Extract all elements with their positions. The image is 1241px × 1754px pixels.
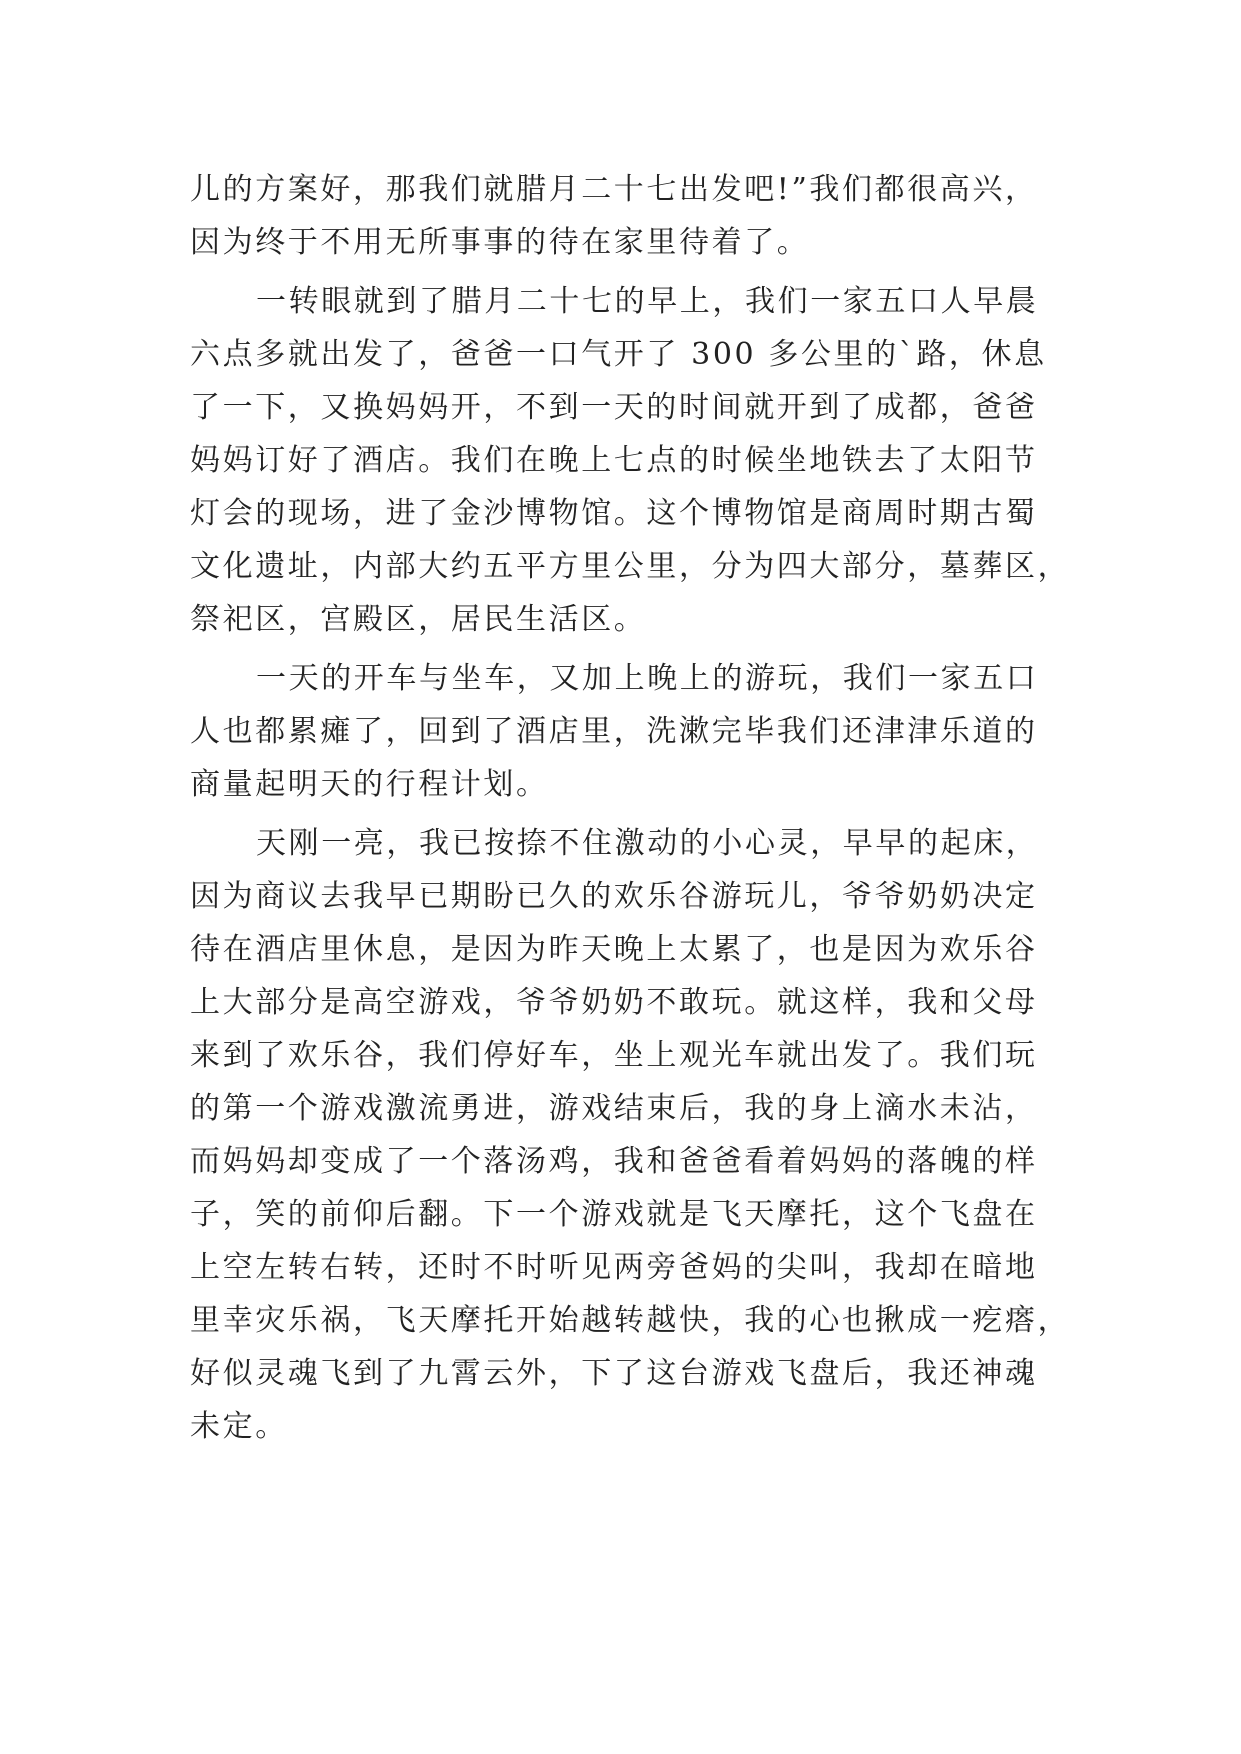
- paragraph-first-line: 天刚一亮，我已按捺不住激动的小心灵，早早的起床，: [256, 826, 1039, 861]
- text-line: 上空左转右转，还时不时听见两旁爸妈的尖叫，我却在暗地: [190, 1250, 1038, 1285]
- text-line: 待在酒店里休息，是因为昨天晚上太累了，也是因为欢乐谷: [190, 932, 1038, 967]
- text-line: 灯会的现场，进了金沙博物馆。这个博物馆是商周时期古蜀: [190, 496, 1038, 531]
- text-line: 因为终于不用无所事事的待在家里待着了。: [190, 225, 810, 260]
- text-line: 因为商议去我早已期盼已久的欢乐谷游玩儿，爷爷奶奶决定: [190, 879, 1038, 914]
- paragraph-first-line: 一转眼就到了腊月二十七的早上，我们一家五口人早晨: [256, 284, 1039, 319]
- text-line: 未定。: [190, 1409, 288, 1444]
- text-line: 儿的方案好，那我们就腊月二十七出发吧!”我们都很高兴，: [190, 172, 1038, 207]
- paragraph-first-line: 一天的开车与坐车，又加上晚上的游玩，我们一家五口: [256, 661, 1039, 696]
- text-line: 文化遗址，内部大约五平方里公里，分为四大部分，墓葬区，: [190, 549, 1071, 584]
- text-line: 上大部分是高空游戏，爷爷奶奶不敢玩。就这样，我和父母: [190, 985, 1038, 1020]
- text-line: 六点多就出发了，爸爸一口气开了 300 多公里的`路，休息: [190, 337, 1047, 372]
- text-line: 祭祀区，宫殿区，居民生活区。: [190, 602, 647, 637]
- text-line: 好似灵魂飞到了九霄云外，下了这台游戏飞盘后，我还神魂: [190, 1356, 1038, 1391]
- text-line: 而妈妈却变成了一个落汤鸡，我和爸爸看着妈妈的落魄的样: [190, 1144, 1038, 1179]
- text-line: 来到了欢乐谷，我们停好车，坐上观光车就出发了。我们玩: [190, 1038, 1038, 1073]
- text-line: 人也都累瘫了，回到了酒店里，洗漱完毕我们还津津乐道的: [190, 714, 1038, 749]
- text-line: 了一下，又换妈妈开，不到一天的时间就开到了成都，爸爸: [190, 390, 1038, 425]
- text-line: 商量起明天的行程计划。: [190, 767, 549, 802]
- text-line: 里幸灾乐祸，飞天摩托开始越转越快，我的心也揪成一疙瘩，: [190, 1303, 1071, 1338]
- text-line: 妈妈订好了酒店。我们在晚上七点的时候坐地铁去了太阳节: [190, 443, 1038, 478]
- text-line: 子，笑的前仰后翻。下一个游戏就是飞天摩托，这个飞盘在: [190, 1197, 1038, 1232]
- text-line: 的第一个游戏激流勇进，游戏结束后，我的身上滴水未沾，: [190, 1091, 1038, 1126]
